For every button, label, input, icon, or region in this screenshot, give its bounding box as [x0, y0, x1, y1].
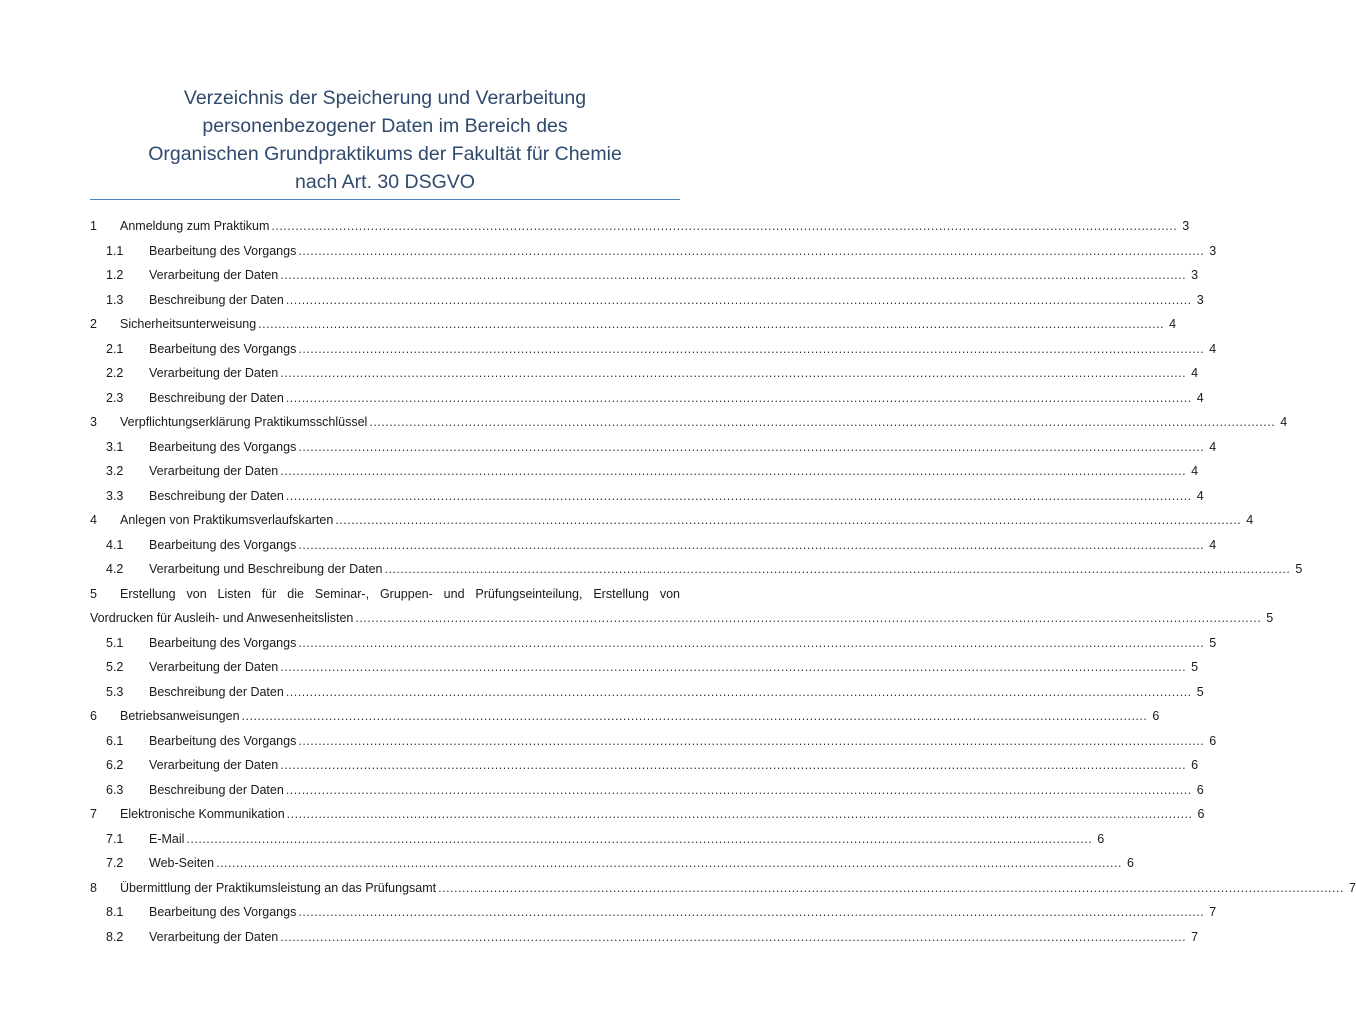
toc-entry-page: 6 [1209, 733, 1217, 748]
toc-entry-3-3[interactable] [90, 484, 1204, 509]
toc-entry-title: Verpflichtungserklärung Praktikumsschlüssel [120, 415, 368, 430]
toc-entry-6-1[interactable] [90, 729, 1217, 754]
toc-leader-dots [286, 783, 1192, 797]
toc-entry-number: 7.1 [106, 831, 124, 846]
toc-entry-page: 7 [1349, 880, 1356, 895]
toc-entry-page: 3 [1196, 292, 1204, 307]
toc-entry-page: 4 [1246, 513, 1254, 528]
toc-entry-8-2[interactable] [90, 925, 1199, 950]
toc-entry-title: Bearbeitung des Vorgangs [149, 905, 297, 920]
toc-leader-dots [186, 832, 1092, 846]
toc-leader-dots [280, 930, 1186, 944]
toc-entry-number: 4 [90, 513, 97, 528]
toc-leader-dots [298, 538, 1204, 552]
toc-leader-dots [216, 856, 1122, 870]
toc-entry-3-1[interactable] [90, 435, 1217, 460]
toc-entry-7-2[interactable] [90, 851, 1134, 876]
toc-entry-page: 4 [1196, 390, 1204, 405]
toc-entry-number: 3.3 [106, 488, 124, 503]
toc-leader-dots [298, 244, 1204, 258]
toc-leader-dots [280, 268, 1186, 282]
title-line: Organischen Grundpraktikums der Fakultät für Chemie [148, 143, 622, 165]
toc-leader-dots [280, 660, 1186, 674]
toc-leader-dots [280, 366, 1186, 380]
toc-leader-dots [298, 342, 1204, 356]
toc-entry-title: Verarbeitung und Beschreibung der Daten [149, 562, 383, 577]
toc-entry-page: 6 [1152, 709, 1160, 724]
toc-entry-number: 4.2 [106, 562, 124, 577]
toc-entry-page: 4 [1191, 366, 1199, 381]
title-line: Verzeichnis der Speicherung und Verarbeitung [183, 87, 587, 109]
toc-entry-page: 6 [1197, 807, 1205, 822]
toc-entry-page: 7 [1209, 905, 1217, 920]
toc-entry-number: 3.2 [106, 464, 124, 479]
toc-entry-title: Beschreibung der Daten [149, 782, 284, 797]
toc-entry-1-3[interactable] [90, 288, 1204, 313]
toc-entry-3-2[interactable] [90, 459, 1199, 484]
toc-entry-number: 5.1 [106, 635, 124, 650]
toc-entry-page: 3 [1191, 268, 1199, 283]
table-of-contents [90, 214, 1356, 949]
toc-entry-number: 1.2 [106, 268, 124, 283]
toc-leader-dots [280, 758, 1186, 772]
toc-entry-number: 6.3 [106, 782, 124, 797]
toc-leader-dots [335, 513, 1241, 527]
toc-leader-dots [298, 905, 1204, 919]
toc-entry-4-1[interactable] [90, 533, 1217, 558]
toc-entry-number: 5.2 [106, 660, 124, 675]
toc-entry-number: 7 [90, 807, 97, 822]
toc-leader-dots [438, 881, 1344, 895]
toc-entry-number: 5.3 [106, 684, 124, 699]
toc-leader-dots [355, 611, 1261, 625]
toc-entry-number: 1 [90, 219, 97, 234]
toc-leader-dots [280, 464, 1186, 478]
toc-entry-page: 4 [1209, 537, 1217, 552]
toc-entry-page: 4 [1191, 464, 1199, 479]
toc-entry-5-2[interactable] [90, 655, 1199, 680]
toc-entry-number: 6.2 [106, 758, 124, 773]
toc-entry-title: Übermittlung der Praktikumsleistung an das Prüfungsamt [120, 880, 437, 895]
toc-entry-number: 1.3 [106, 292, 124, 307]
toc-entry-page: 4 [1169, 317, 1177, 332]
toc-entry-3[interactable] [90, 410, 1288, 435]
toc-entry-title: Betriebsanweisungen [120, 709, 240, 724]
toc-entry-page: 3 [1182, 219, 1190, 234]
toc-entry-2-2[interactable] [90, 361, 1199, 386]
toc-entry-page: 5 [1191, 660, 1199, 675]
toc-leader-dots [298, 440, 1204, 454]
toc-entry-title: Beschreibung der Daten [149, 292, 284, 307]
toc-entry-4-2[interactable] [90, 557, 1303, 582]
toc-entry-7-1[interactable] [90, 827, 1105, 852]
toc-entry-title: Bearbeitung des Vorgangs [149, 439, 297, 454]
toc-entry-number: 6 [90, 709, 97, 724]
toc-leader-dots [271, 219, 1177, 233]
toc-entry-page: 4 [1196, 488, 1204, 503]
toc-entry-page: 5 [1266, 611, 1274, 626]
toc-entry-page: 6 [1097, 831, 1105, 846]
toc-entry-title: Verarbeitung der Daten [149, 758, 279, 773]
toc-entry-title: Beschreibung der Daten [149, 390, 284, 405]
toc-entry-6-2[interactable] [90, 753, 1199, 778]
toc-entry-page: 5 [1295, 562, 1303, 577]
toc-entry-8[interactable] [90, 876, 1356, 901]
toc-entry-title: Bearbeitung des Vorgangs [149, 537, 297, 552]
toc-leader-dots [385, 562, 1291, 576]
toc-entry-title: Beschreibung der Daten [149, 684, 284, 699]
toc-entry-title: Verarbeitung der Daten [149, 929, 279, 944]
toc-entry-number: 1.1 [106, 243, 124, 258]
toc-entry-page: 5 [1209, 635, 1217, 650]
toc-entry-number: 5 [90, 586, 97, 601]
toc-entry-page: 6 [1196, 782, 1204, 797]
toc-leader-dots [258, 317, 1164, 331]
toc-entry-7[interactable] [90, 802, 1205, 827]
toc-entry-5[interactable] [90, 582, 1274, 631]
toc-entry-number: 8.1 [106, 905, 124, 920]
toc-entry-title: Verarbeitung der Daten [149, 366, 279, 381]
toc-entry-6-3[interactable] [90, 778, 1204, 803]
toc-entry-title: Verarbeitung der Daten [149, 660, 279, 675]
toc-entry-1-2[interactable] [90, 263, 1199, 288]
toc-entry-5-1[interactable] [90, 631, 1217, 656]
title-divider [90, 199, 680, 200]
toc-leader-dots [286, 489, 1192, 503]
toc-leader-dots [286, 685, 1192, 699]
toc-entry-title: Verarbeitung der Daten [149, 268, 279, 283]
toc-entry-number: 2.1 [106, 341, 124, 356]
title-line: nach Art. 30 DSGVO [295, 171, 475, 193]
toc-entry-number: 2.2 [106, 366, 124, 381]
toc-leader-dots [286, 293, 1192, 307]
toc-leader-dots [298, 734, 1204, 748]
toc-entry-number: 2 [90, 317, 97, 332]
toc-entry-number: 4.1 [106, 537, 124, 552]
toc-leader-dots [298, 636, 1204, 650]
toc-entry-8-1[interactable] [90, 900, 1217, 925]
toc-entry-1-1[interactable] [90, 239, 1217, 264]
toc-entry-page: 7 [1191, 929, 1199, 944]
toc-entry-1[interactable] [90, 214, 1190, 239]
toc-entry-number: 7.2 [106, 856, 124, 871]
toc-entry-title: Anmeldung zum Praktikum [120, 219, 270, 234]
toc-entry-number: 3.1 [106, 439, 124, 454]
toc-leader-dots [286, 391, 1192, 405]
document-title [90, 84, 680, 196]
toc-entry-title: Bearbeitung des Vorgangs [149, 243, 297, 258]
toc-leader-dots [369, 415, 1275, 429]
toc-entry-title: Erstellung von Listen für die Seminar-, Gruppen- und Prüfungseinteilung, Erstellung von [120, 586, 680, 601]
toc-leader-dots [242, 709, 1148, 723]
toc-entry-title: Web-Seiten [149, 856, 215, 871]
toc-entry-number: 8.2 [106, 929, 124, 944]
toc-entry-5-3[interactable] [90, 680, 1204, 705]
toc-entry-title: Bearbeitung des Vorgangs [149, 733, 297, 748]
toc-entry-number: 6.1 [106, 733, 124, 748]
toc-entry-title: Beschreibung der Daten [149, 488, 284, 503]
toc-entry-page: 5 [1196, 684, 1204, 699]
toc-entry-page: 3 [1209, 243, 1217, 258]
toc-entry-page: 6 [1126, 856, 1134, 871]
toc-entry-2-1[interactable] [90, 337, 1217, 362]
toc-entry-page: 4 [1280, 415, 1288, 430]
toc-entry-title: Elektronische Kommunikation [120, 807, 285, 822]
toc-entry-page: 4 [1209, 341, 1217, 356]
toc-entry-title: E-Mail [149, 831, 185, 846]
toc-entry-page: 4 [1209, 439, 1217, 454]
toc-entry-6[interactable] [90, 704, 1160, 729]
toc-entry-title-continued: Vordrucken für Ausleih- und Anwesenheitslisten [90, 611, 354, 626]
toc-entry-title: Anlegen von Praktikumsverlaufskarten [120, 513, 334, 528]
toc-entry-number: 8 [90, 880, 97, 895]
toc-entry-4[interactable] [90, 508, 1254, 533]
toc-entry-2[interactable] [90, 312, 1177, 337]
toc-entry-title: Bearbeitung des Vorgangs [149, 635, 297, 650]
toc-entry-number: 2.3 [106, 390, 124, 405]
toc-entry-title: Sicherheitsunterweisung [120, 317, 257, 332]
toc-entry-title: Bearbeitung des Vorgangs [149, 341, 297, 356]
toc-entry-page: 6 [1191, 758, 1199, 773]
toc-leader-dots [287, 807, 1193, 821]
title-line: personenbezogener Daten im Bereich des [202, 115, 568, 137]
toc-entry-2-3[interactable] [90, 386, 1204, 411]
toc-entry-number: 3 [90, 415, 97, 430]
toc-entry-title: Verarbeitung der Daten [149, 464, 279, 479]
